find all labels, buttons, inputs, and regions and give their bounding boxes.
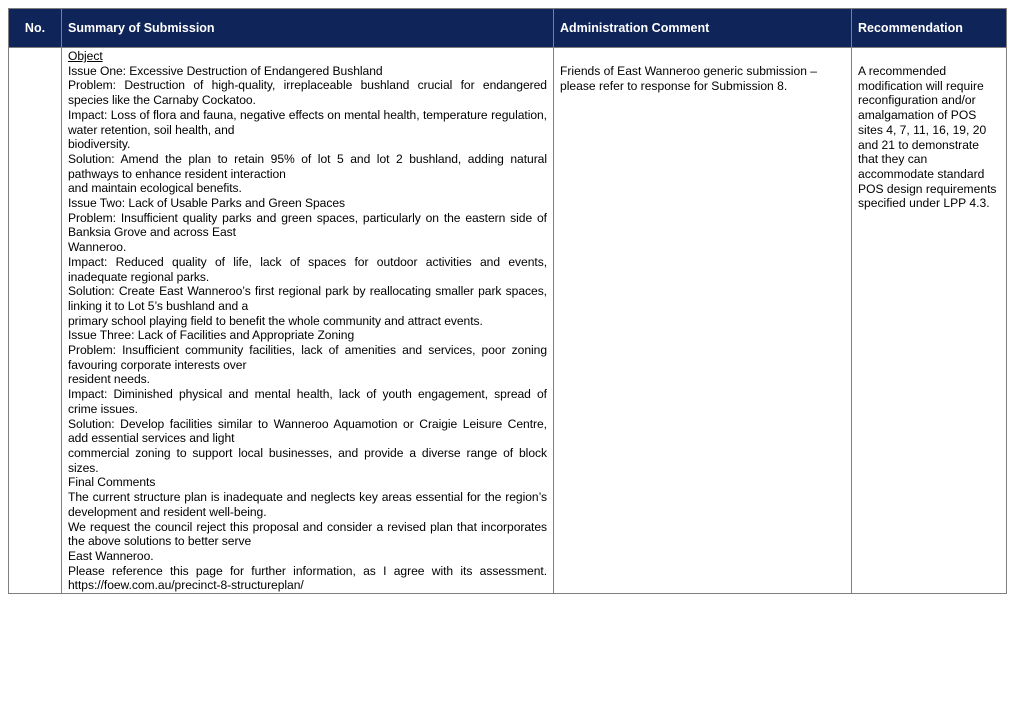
- summary-paragraph: and maintain ecological benefits.: [68, 181, 242, 196]
- summary-paragraph: resident needs.: [68, 372, 150, 387]
- summary-paragraph: Problem: Destruction of high-quality, irreplaceable bushland crucial for endangered species like the Carnaby Cockatoo.: [68, 78, 547, 108]
- submissions-table: [8, 8, 1007, 594]
- header-recommendation: Recommendation: [852, 9, 1007, 48]
- summary-paragraph: Impact: Loss of flora and fauna, negative effects on mental health, temperature regulation, water retention, soil health, and: [68, 107, 547, 137]
- cell-summary: [62, 48, 554, 594]
- summary-heading: Object: [68, 49, 103, 63]
- summary-paragraph: Issue Three: Lack of Facilities and Appropriate Zoning: [68, 328, 355, 343]
- header-row: [9, 9, 1007, 48]
- summary-paragraph: biodiversity.: [68, 137, 131, 152]
- summary-paragraph: Issue One: Excessive Destruction of Endangered Bushland: [68, 63, 383, 78]
- header-summary: Summary of Submission: [62, 9, 554, 48]
- table-body: [9, 48, 1007, 594]
- header-no: No.: [9, 9, 62, 48]
- summary-paragraph: Impact: Reduced quality of life, lack of spaces for outdoor activities and events, inadequate regional parks.: [68, 254, 547, 284]
- summary-paragraph: Impact: Diminished physical and mental health, lack of youth engagement, spread of crime issues.: [68, 387, 547, 416]
- cell-admin-comment: Friends of East Wanneroo generic submission – please refer to response for Submission 8.: [554, 48, 852, 594]
- summary-paragraph: Please reference this page for further information, as I agree with its assessment. https://foew.com.au/precinct-8-structureplan/: [68, 563, 547, 593]
- summary-paragraph: The current structure plan is inadequate and neglects key areas essential for the region’s development and resident well-being.: [68, 490, 547, 519]
- summary-paragraph: East Wanneroo.: [68, 548, 154, 563]
- summary-paragraph: Solution: Create East Wanneroo’s first regional park by reallocating smaller park spaces, linking it to Lot 5’s bushland and a: [68, 284, 547, 313]
- table-header: [9, 9, 1007, 48]
- summary-paragraph: We request the council reject this proposal and consider a revised plan that incorporates the above solutions to better serve: [68, 519, 547, 549]
- summary-paragraph: commercial zoning to support local businesses, and provide a diverse range of block sizes.: [68, 445, 547, 475]
- cell-recommendation: A recommended modification will require reconfiguration and/or amalgamation of POS sites 4, 7, 11, 16, 19, 20 and 21 to demonstrate that they can accommodate standard POS design requirements specified under LPP 4.3.: [852, 48, 1007, 594]
- summary-paragraph: Final Comments: [68, 475, 156, 490]
- summary-paragraph: Solution: Develop facilities similar to Wanneroo Aquamotion or Craigie Leisure Centre, add essential services and light: [68, 416, 547, 446]
- header-admin-comment: Administration Comment: [554, 9, 852, 48]
- summary-paragraph: Problem: Insufficient community facilities, lack of amenities and services, poor zoning favouring corporate interests over: [68, 343, 547, 372]
- cell-no: [9, 48, 62, 594]
- summary-paragraph: primary school playing field to benefit the whole community and attract events.: [68, 313, 483, 328]
- table-row: [9, 48, 1007, 594]
- summary-paragraph: Solution: Amend the plan to retain 95% of lot 5 and lot 2 bushland, adding natural pathways to enhance resident interaction: [68, 151, 547, 181]
- summary-paragraph: Wanneroo.: [68, 240, 127, 255]
- summary-paragraph: Problem: Insufficient quality parks and green spaces, particularly on the eastern side of Banksia Grove and across East: [68, 210, 547, 240]
- summary-paragraph: Issue Two: Lack of Usable Parks and Green Spaces: [68, 196, 346, 211]
